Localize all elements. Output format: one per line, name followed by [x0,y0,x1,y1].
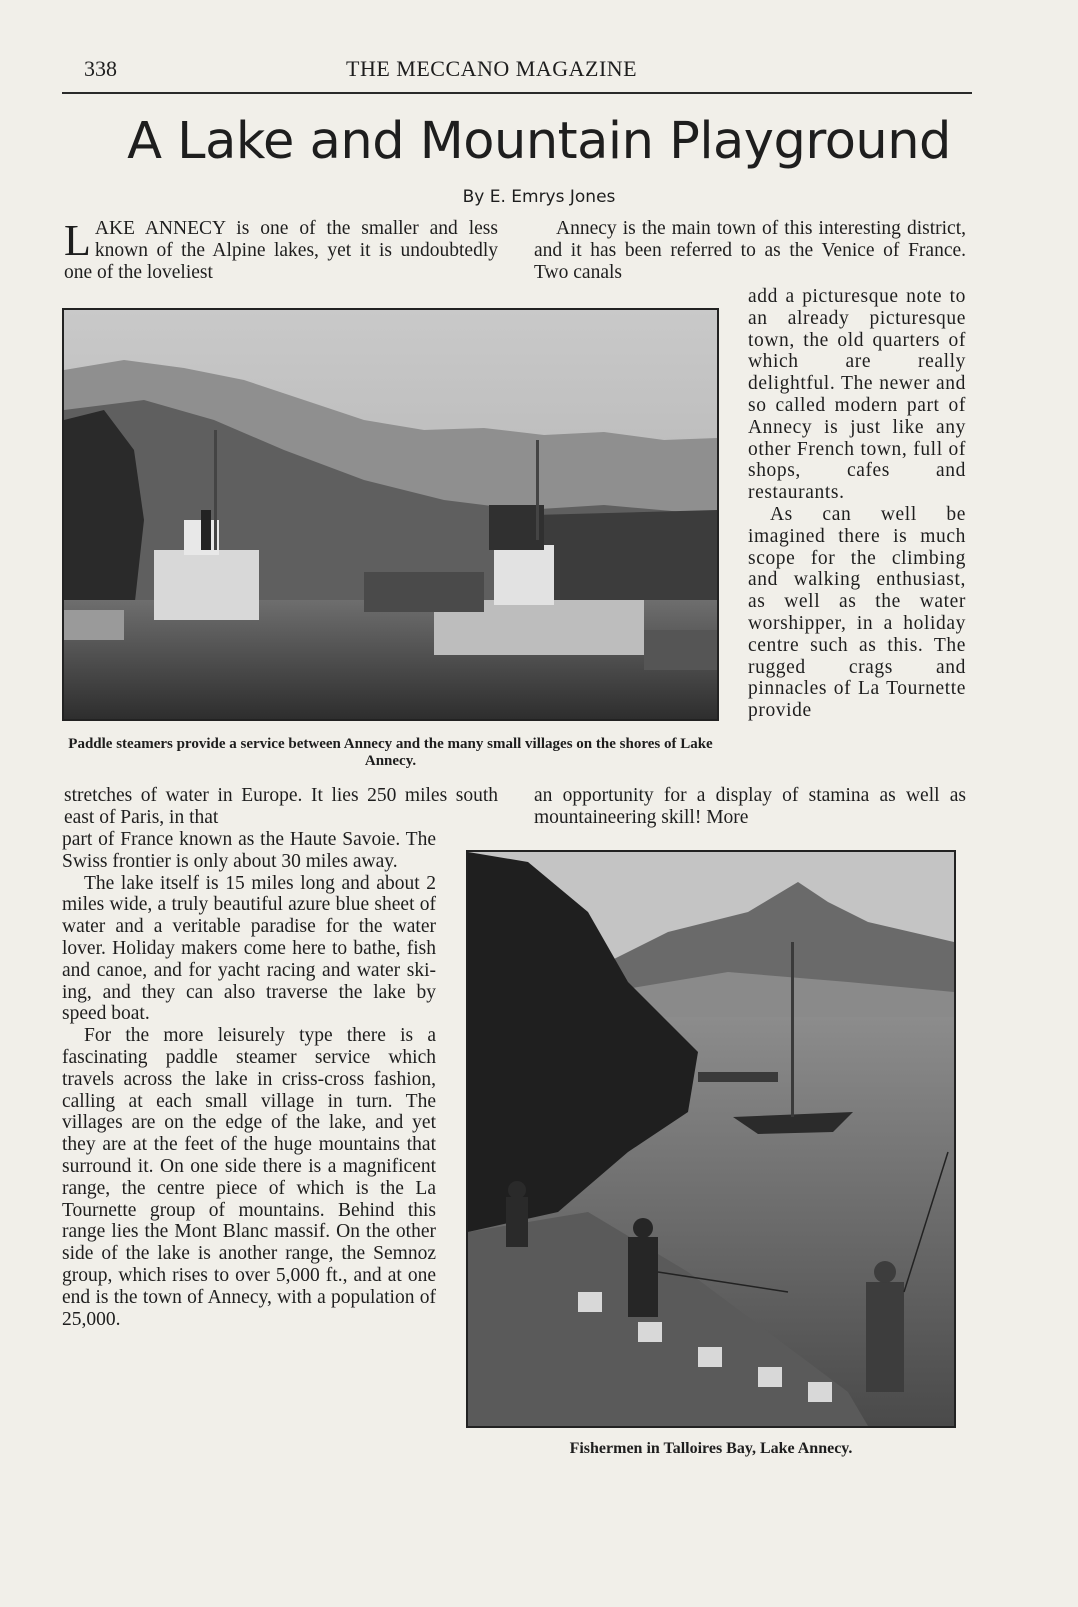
paddle-steamer-photo [62,308,719,721]
col2-top-text: Annecy is the main town of this interesting district, and it has been referred to as the Venice of France. Two canals [534,218,966,283]
col2-side-paragraph-1: add a picturesque note to an already picturesque town, the old quarters of which are really delightful. The newer and so called modern part of Annecy is just like any other French town, full of shops, cafes and restaurants. [748,286,966,504]
fishermen-image [468,852,954,1426]
byline: By E. Emrys Jones [462,187,616,207]
article-title: A Lake and Mountain Playground [127,112,951,171]
figure1-caption: Paddle steamers provide a service between Annecy and the many small villages on the shores of Lake Annecy. [68,736,713,769]
col1-paragraph-1-end: part of France known as the Haute Savoie. The Swiss frontier is only about 30 miles away. [62,829,436,872]
col1-continued-text: stretches of water in Europe. It lies 250 miles south east of Paris, in that [64,785,498,828]
intro-text: AKE ANNECY is one of the smaller and less known of the Alpine lakes, yet it is undoubtedly one of the loveliest [64,218,498,283]
col2-side-text [748,286,966,722]
running-head: THE MECCANO MAGAZINE [346,56,638,81]
figure2-caption: Fishermen in Talloires Bay, Lake Annecy. [569,1440,853,1457]
col1-paragraph-3: For the more leisurely type there is a fascinating paddle steamer service which travels across the lake in criss-cross fashion, calling at each small village in turn. The villages are on the edge of the lake, and yet they are at the feet of the huge mountains that surround it. On one side there is a magnificent range, the centre piece of which is the La Tournette group of mountains. Behind this range lies the Mont Blanc massif. On the other side of the lake is another range, the Semnoz group, which rises to over 5,000 ft., and at one end is the town of Annecy, with a population of 25,000. [62,1025,436,1330]
page-number: 338 [84,56,117,81]
intro-paragraph [64,218,498,283]
col2-side-paragraph-2: As can well be imagined there is much scope for the climbing and walking enthusiast, as well as the water worshipper, in a holiday centre such as this. The rugged crags and pinnacles of La Tournette provide [748,503,966,722]
header-rule [62,92,972,94]
col2-bottom-text: an opportunity for a display of stamina as well as mountaineering skill! More [534,785,966,828]
col1-lower-text [62,829,436,1330]
col1-paragraph-2: The lake itself is 15 miles long and about 2 miles wide, a truly beautiful azure blue sheet of water and a veritable paradise for the water lover. Holiday makers come here to bathe, fish and canoe, and for yacht racing and water ski-ing, and they can also traverse the lake by speed boat. [62,872,436,1025]
paddle-steamer-image [64,310,717,719]
drop-cap: L [64,216,91,265]
page-header [64,56,972,86]
fishermen-photo [466,850,956,1428]
